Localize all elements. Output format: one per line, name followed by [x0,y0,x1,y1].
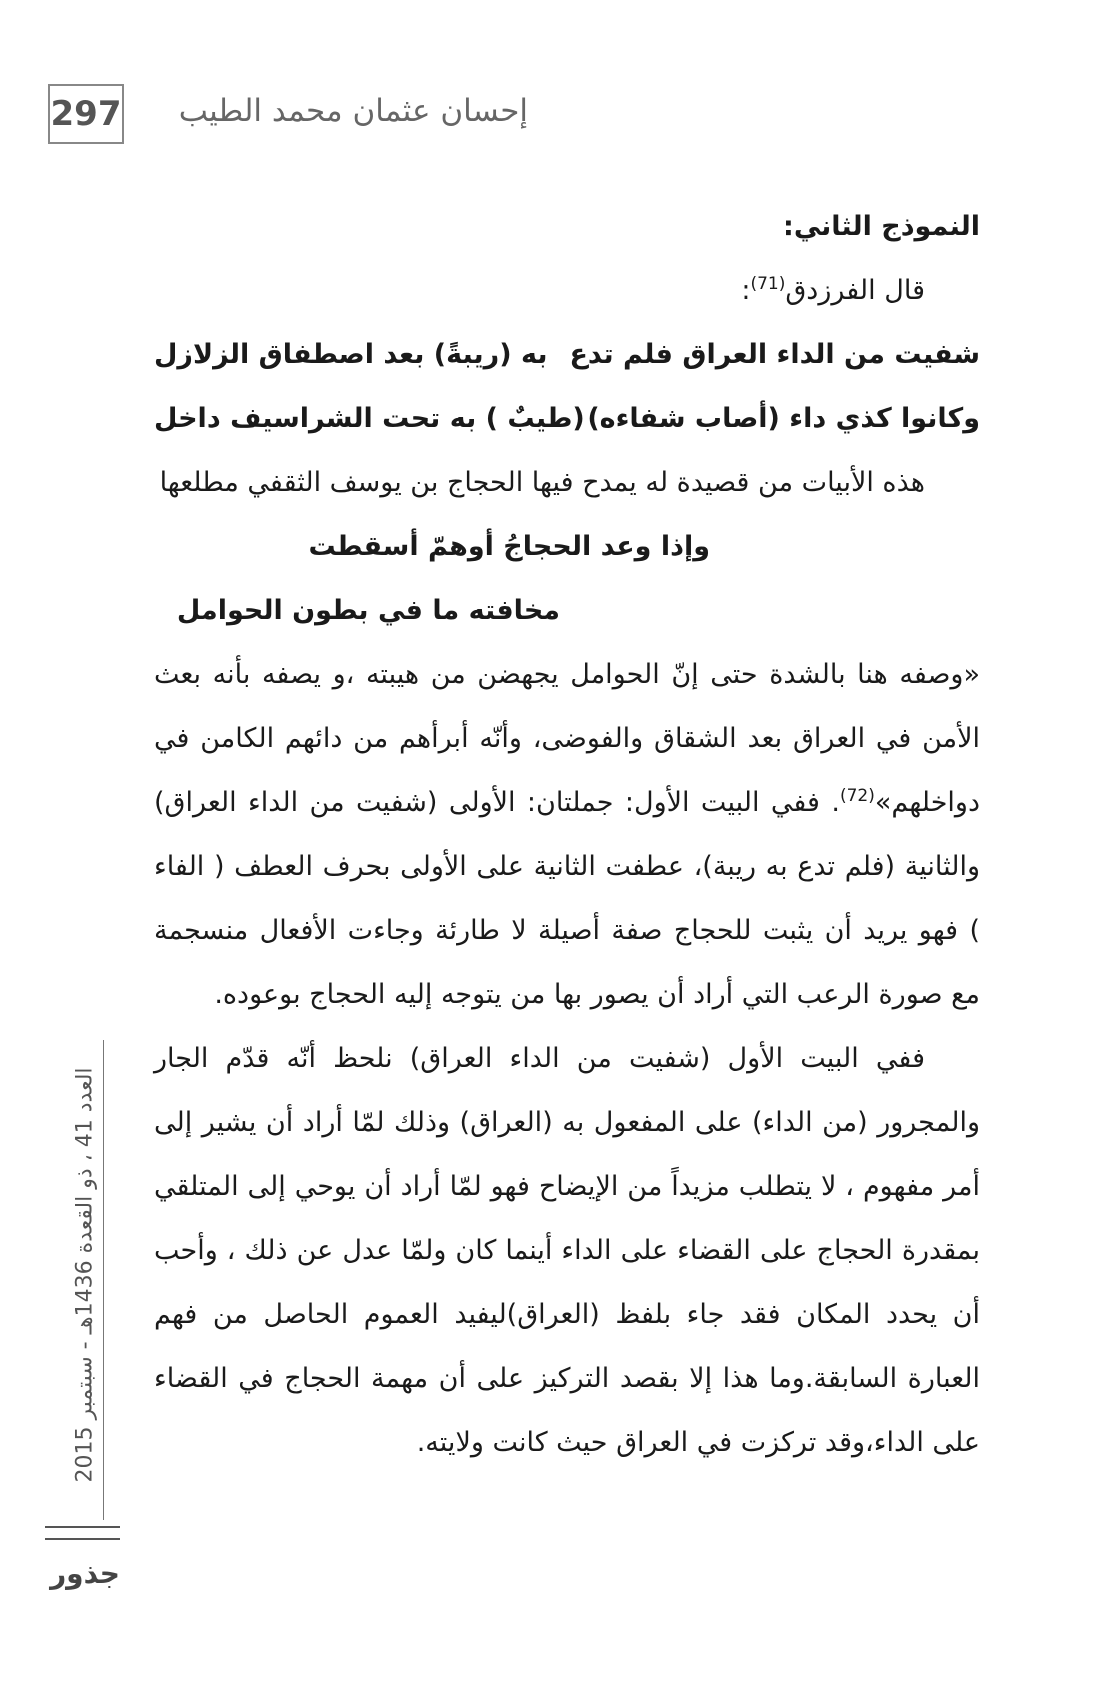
opening-hemistich-2: مخافته ما في بطون الحوامل [176,595,560,626]
logo-divider [45,1526,120,1540]
verse-2-first-hemistich: وكانوا كذي داء (أصاب شفاءه) [587,403,980,434]
paragraph-1-quote: «وصفه هنا بالشدة حتى إنّ الحوامل يجهضن من هيبته ،و يصفه بأنه بعث الأمن في العراق بعد الشقاق والفوضى، وأنّه أبرأهم من دائهم الكامن في دواخلهم» [154,659,980,818]
footnote-ref-72: (72) [839,786,875,806]
journal-logo: جذور [50,1556,120,1590]
running-head-author: إحسان عثمان محمد الطيب [178,93,528,129]
verse-1-first-hemistich: شفيت من الداء العراق فلم تدع [569,339,980,370]
verse-1-second-hemistich: به (ريبةً) بعد اصطفاق الزلازل [154,339,548,370]
attribution-text: قال الفرزدق [785,275,925,306]
opening-hemistich-1: وإذا وعد الحجاجُ أوهمّ أسقطت [308,531,710,562]
paragraph-1 [154,643,980,1027]
paragraph-1-analysis: . ففي البيت الأول: جملتان: الأولى (شفيت من الداء العراق) والثانية (فلم تدع به ريبة)، عطفت الثانية على الأولى بحرف العطف ( الفاء ) فهو يريد أن يثبت للحجاج صفة أصيلة لا طارئة وجاءت الأفعال منسجمة مع صورة الرعب التي أراد أن يصور بها من يتوجه إليه الحجاج بوعوده. [154,787,980,1010]
section-heading: النموذج الثاني: [783,211,980,242]
verse-line-1 [154,323,980,387]
issue-info: العدد 41 ، ذو القعدة 1436هـ - سبتمبر 2015 [72,1067,98,1483]
verse-line-2 [154,387,980,451]
verse-2-second-hemistich: (طيبٌ ) به تحت الشراسيف داخل [154,403,585,434]
page-number: 297 [48,84,124,144]
footnote-ref-71: (71) [750,274,786,294]
attribution-colon: : [741,275,751,306]
poet-attribution [154,259,980,323]
sidebar-rule [103,1040,104,1520]
article-body [154,195,980,1475]
intro-paragraph: هذه الأبيات من قصيدة له يمدح فيها الحجاج بن يوسف الثقفي مطلعها [159,467,925,498]
paragraph-2: ففي البيت الأول (شفيت من الداء العراق) نلحظ أنّه قدّم الجار والمجرور (من الداء) على المفعول به (العراق) وذلك لمّا أراد أن يشير إلى أمر مفهوم ، لا يتطلب مزيداً من الإيضاح فهو لمّا أراد أن يوحي إلى المتلقي بمقدرة الحجاج على القضاء على الداء أينما كان ولمّا عدل عن ذلك ، وأحب أن يحدد المكان فقد جاء بلفظ (العراق)ليفيد العموم الحاصل من فهم العبارة السابقة.وما هذا إلا بقصد التركيز على أن مهمة الحجاج في القضاء على الداء،وقد تركزت في العراق حيث كانت ولايته. [154,1043,980,1458]
